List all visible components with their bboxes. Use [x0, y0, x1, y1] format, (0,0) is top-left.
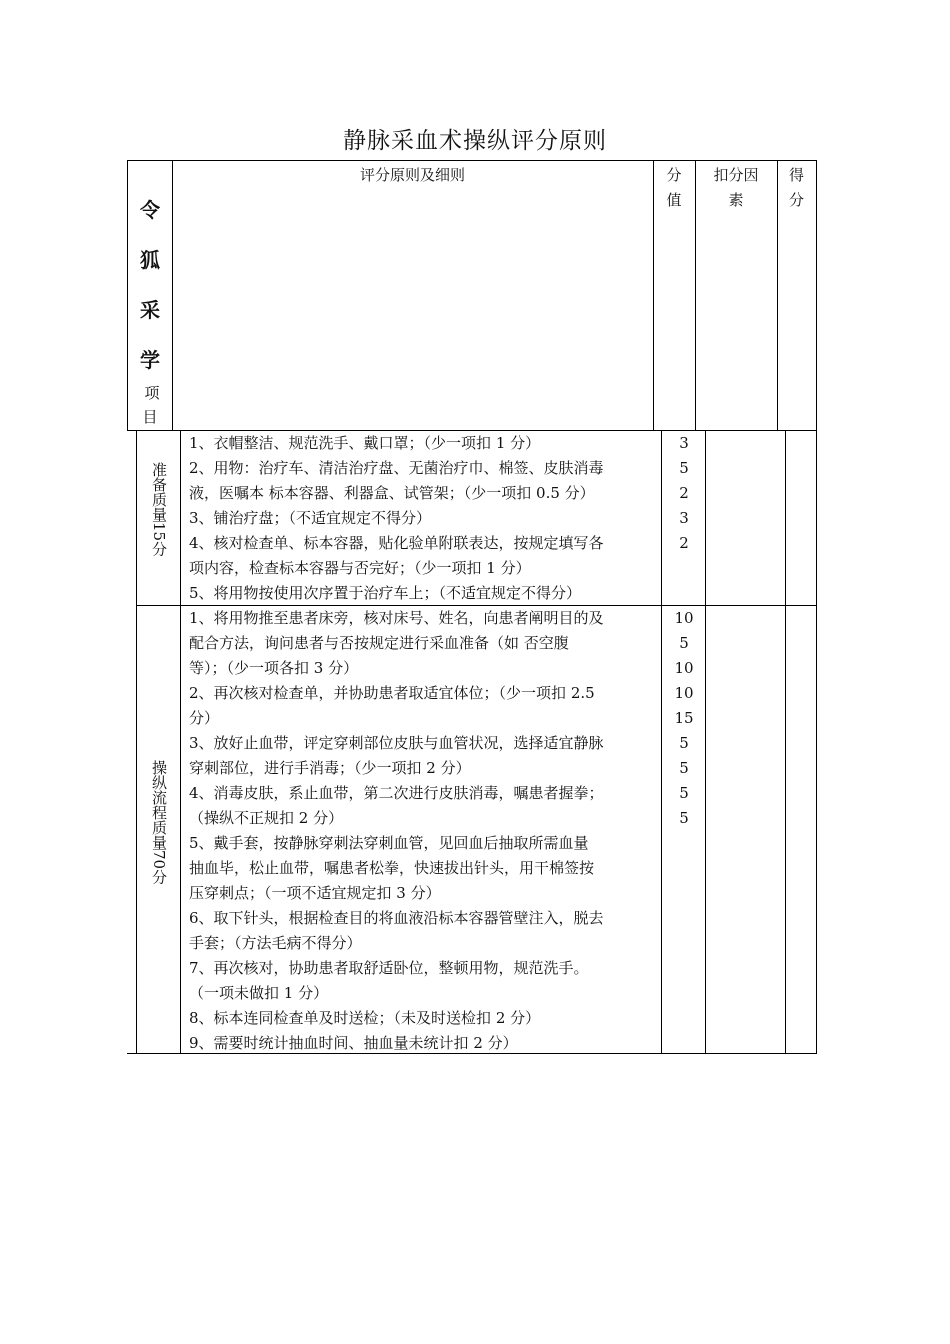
header-side-char: 学: [140, 348, 160, 372]
score-value: 3: [679, 509, 689, 527]
body-left-border: [136, 430, 137, 1054]
criteria-line: 压穿刺点；（一项不适宜规定扣 3 分）: [189, 884, 441, 902]
header-right-border: [816, 160, 817, 430]
criteria-line: 8、标本连同检查单及时送检；（未及时送检扣 2 分）: [189, 1009, 541, 1027]
body-right-border: [816, 430, 817, 1054]
score-value: 10: [674, 609, 694, 627]
criteria-line: 分）: [189, 709, 220, 727]
section-label-procedure: 操纵流程质量70分: [150, 760, 168, 885]
criteria-line: 1、衣帽整洁、规范洗手、戴口罩；（少一项扣 1 分）: [189, 434, 541, 452]
page-title: 静脉采血术操纵评分原则: [343, 128, 607, 154]
criteria-line: 手套；（方法毛病不得分）: [189, 934, 362, 952]
header-side-char: 狐: [140, 248, 160, 272]
criteria-line: 2、用物：治疗车、清洁治疗盘、无菌治疗巾、棉签、皮肤消毒: [189, 459, 604, 477]
criteria-line: 4、核对检查单、标本容器，贴化验单附联表达，按规定填写各: [189, 534, 604, 552]
criteria-line: 项内容，检查标本容器与否完好；（少一项扣 1 分）: [189, 559, 531, 577]
header-deduct-1: 扣分因: [713, 166, 759, 184]
body-divider-2: [661, 430, 662, 1054]
header-side-char: 采: [140, 298, 160, 322]
header-score-1: 得: [788, 166, 804, 184]
criteria-line: 3、铺治疗盘；（不适宜规定不得分）: [189, 509, 432, 527]
header-criteria: 评分原则及细则: [359, 166, 465, 184]
score-value: 10: [674, 684, 694, 702]
criteria-line: 1、将用物推至患者床旁，核对床号、姓名，向患者阐明目的及: [189, 609, 604, 627]
criteria-line: 液，医嘱本 标本容器、利器盒、试管架；（少一项扣 0.5 分）: [189, 484, 595, 502]
body-divider-4: [785, 430, 786, 1054]
criteria-line: 6、取下针头，根据检查目的将血液沿标本容器管壁注入，脱去: [189, 909, 604, 927]
score-value: 5: [679, 809, 689, 827]
table-top-border: [127, 160, 817, 161]
body-divider-1: [180, 430, 181, 1054]
score-value: 2: [679, 534, 689, 552]
criteria-line: 5、戴手套，按静脉穿刺法穿刺血管，见回血后抽取所需血量: [189, 834, 589, 852]
criteria-line: 3、放好止血带，评定穿刺部位皮肤与血管状况，选择适宜静脉: [189, 734, 604, 752]
score-value: 15: [674, 709, 694, 727]
header-item-label: 项: [144, 384, 160, 402]
header-score-2: 分: [788, 191, 804, 209]
criteria-line: 2、再次核对检查单，并协助患者取适宜体位；（少一项扣 2.5: [189, 684, 595, 702]
score-value: 10: [674, 659, 694, 677]
criteria-line: 4、消毒皮肤，系止血带，第二次进行皮肤消毒，嘱患者握拳；: [189, 784, 604, 802]
criteria-line: 7、再次核对，协助患者取舒适卧位，整顿用物，规范洗手。: [189, 959, 589, 977]
score-value: 5: [679, 459, 689, 477]
criteria-line: 9、需要时统计抽血时间、抽血量未统计扣 2 分）: [189, 1034, 518, 1052]
criteria-line: （操纵不正规扣 2 分）: [189, 809, 344, 827]
criteria-line: 5、将用物按使用次序置于治疗车上；（不适宜规定不得分）: [189, 584, 582, 602]
score-value: 5: [679, 759, 689, 777]
header-value-2: 值: [666, 191, 682, 209]
section-label-preparation: 准备质量15分: [150, 462, 168, 557]
score-value: 5: [679, 734, 689, 752]
criteria-line: 配合方法，询问患者与否按规定进行采血准备（如 否空腹: [189, 634, 569, 652]
score-value: 2: [679, 484, 689, 502]
criteria-line: 穿刺部位，进行手消毒；（少一项扣 2 分）: [189, 759, 471, 777]
criteria-line: （一项未做扣 1 分）: [189, 984, 329, 1002]
body-divider-3: [705, 430, 706, 1054]
criteria-line: 等）；（少一项各扣 3 分）: [189, 659, 359, 677]
score-value: 5: [679, 784, 689, 802]
header-item-label: 目: [142, 408, 158, 426]
header-value-1: 分: [666, 166, 682, 184]
criteria-line: 抽血毕，松止血带，嘱患者松拳，快速拔出针头，用干棉签按: [189, 859, 595, 877]
header-side-char: 令: [140, 198, 160, 222]
score-value: 3: [679, 434, 689, 452]
header-deduct-2: 素: [728, 191, 744, 209]
score-value: 5: [679, 634, 689, 652]
